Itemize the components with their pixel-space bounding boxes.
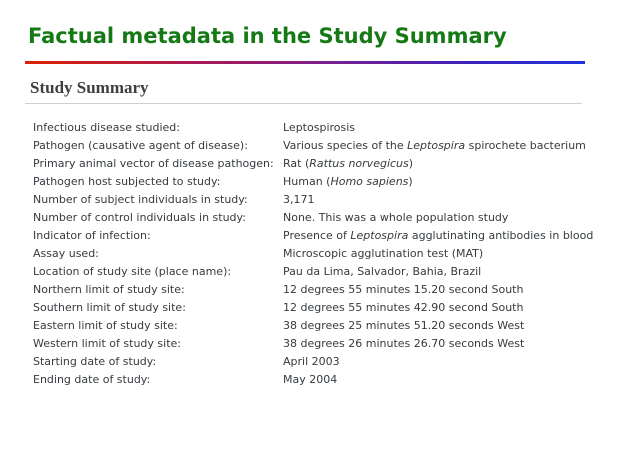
- row-value: Rat (Rattus norvegicus): [283, 157, 414, 170]
- summary-row: [33, 371, 608, 389]
- summary-row: [33, 299, 608, 317]
- row-label: Primary animal vector of disease pathogen:: [33, 157, 274, 170]
- row-value: 38 degrees 26 minutes 26.70 seconds West: [283, 337, 525, 350]
- summary-table: [33, 119, 608, 389]
- summary-row: [33, 353, 608, 371]
- row-label: Location of study site (place name):: [33, 265, 232, 278]
- row-label: Number of subject individuals in study:: [33, 193, 248, 206]
- row-label: Pathogen host subjected to study:: [33, 175, 221, 188]
- row-value: 38 degrees 25 minutes 51.20 seconds West: [283, 319, 525, 332]
- section-heading: Study Summary: [30, 78, 149, 97]
- row-value: May 2004: [283, 373, 338, 386]
- row-label: Pathogen (causative agent of disease):: [33, 139, 248, 152]
- heading-underline: [25, 103, 582, 104]
- summary-row: [33, 335, 608, 353]
- row-value: Microscopic agglutination test (MAT): [283, 247, 484, 260]
- divider-rule: [25, 61, 585, 64]
- summary-row: [33, 209, 608, 227]
- summary-row: [33, 317, 608, 335]
- summary-row: [33, 263, 608, 281]
- row-value: Pau da Lima, Salvador, Bahia, Brazil: [283, 265, 482, 278]
- row-label: Ending date of study:: [33, 373, 151, 386]
- row-label: Infectious disease studied:: [33, 121, 180, 134]
- row-label: Western limit of study site:: [33, 337, 181, 350]
- row-value: April 2003: [283, 355, 340, 368]
- row-label: Eastern limit of study site:: [33, 319, 178, 332]
- summary-row: [33, 137, 608, 155]
- row-value: 3,171: [283, 193, 315, 206]
- row-label: Number of control individuals in study:: [33, 211, 246, 224]
- row-label: Southern limit of study site:: [33, 301, 186, 314]
- row-value: 12 degrees 55 minutes 15.20 second South: [283, 283, 524, 296]
- summary-row: [33, 191, 608, 209]
- row-label: Starting date of study:: [33, 355, 157, 368]
- summary-row: [33, 281, 608, 299]
- row-label: Northern limit of study site:: [33, 283, 185, 296]
- summary-row: [33, 227, 608, 245]
- summary-row: [33, 155, 608, 173]
- row-value: Presence of Leptospira agglutinating antibodies in blood: [283, 229, 594, 242]
- slide-title: Factual metadata in the Study Summary: [28, 24, 507, 48]
- row-value: Leptospirosis: [283, 121, 356, 134]
- summary-row: [33, 245, 608, 263]
- summary-row: [33, 119, 608, 137]
- row-value: None. This was a whole population study: [283, 211, 509, 224]
- row-value: Human (Homo sapiens): [283, 175, 413, 188]
- row-value: Various species of the Leptospira spirochete bacterium: [283, 139, 586, 152]
- row-label: Assay used:: [33, 247, 99, 260]
- row-value: 12 degrees 55 minutes 42.90 second South: [283, 301, 524, 314]
- row-label: Indicator of infection:: [33, 229, 151, 242]
- summary-row: [33, 173, 608, 191]
